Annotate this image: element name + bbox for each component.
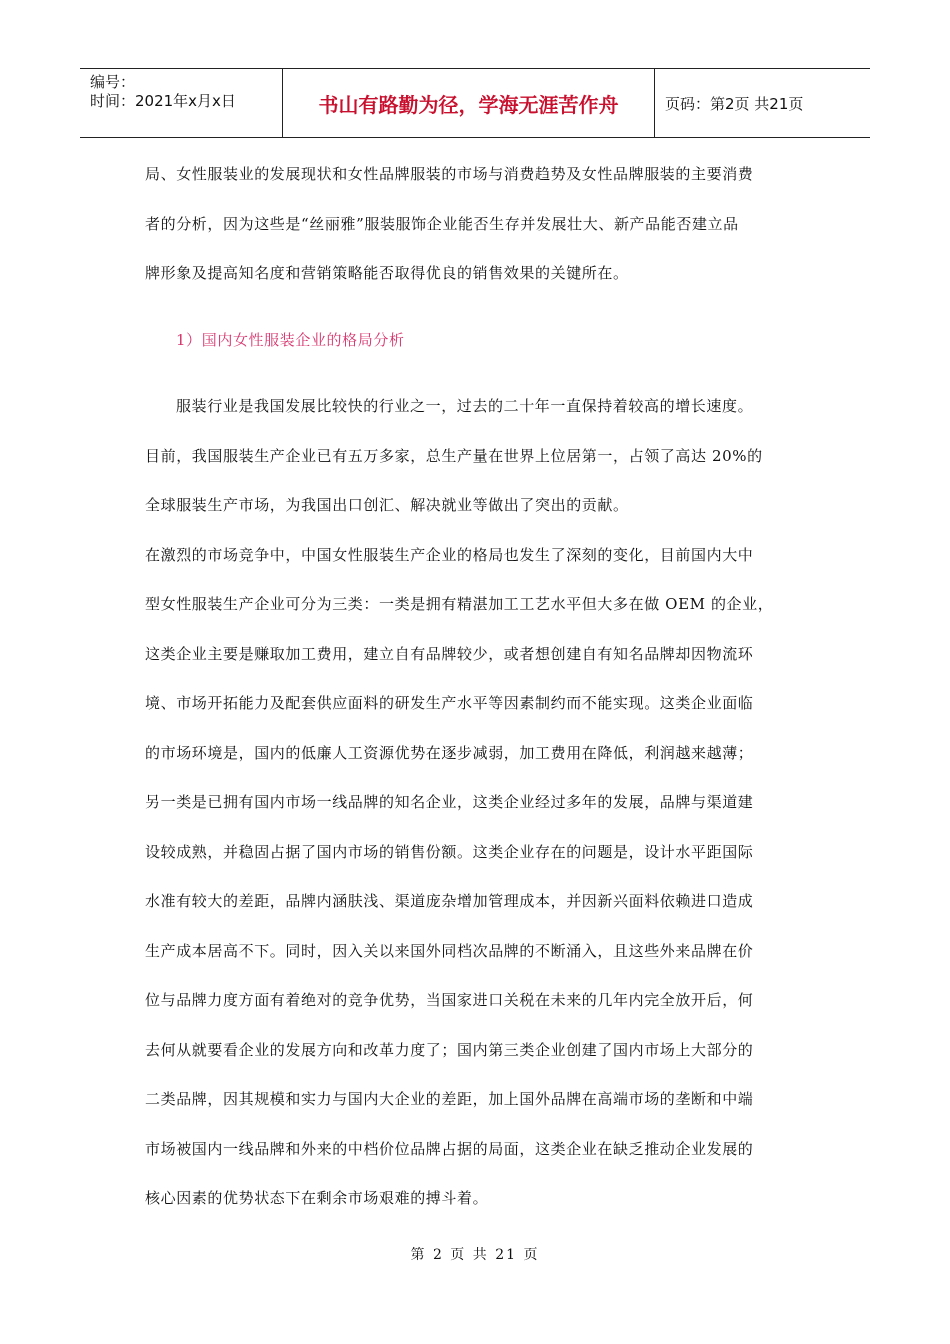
paragraph-2	[145, 382, 810, 531]
document-time-label: 时间：2021年x月x日	[90, 92, 236, 110]
text-line: 全球服装生产市场，为我国出口创汇、解决就业等做出了突出的贡献。	[145, 496, 629, 514]
header-motto: 书山有路勤为径，学海无涯苦作舟	[283, 69, 655, 137]
paragraph-1	[145, 150, 810, 299]
text-line: 的市场环境是，国内的低廉人工资源优势在逐步减弱，加工费用在降低，利润越来越薄；	[145, 743, 754, 762]
document-number-label: 编号：	[90, 73, 136, 91]
text-line: 另一类是已拥有国内市场一线品牌的知名企业，这类企业经过多年的发展，品牌与渠道建	[145, 793, 754, 811]
text-line: 局、女性服装业的发展现状和女性品牌服装的市场与消费趋势及女性品牌服装的主要消费	[145, 165, 754, 183]
text-line: 位与品牌力度方面有着绝对的竞争优势，当国家进口关税在未来的几年内完全放开后，何	[145, 991, 754, 1009]
page-header	[80, 68, 870, 138]
text-line: 这类企业主要是赚取加工费用，建立自有品牌较少，或者想创建自有知名品牌却因物流环	[145, 644, 754, 663]
text-line: 水准有较大的差距，品牌内涵肤浅、渠道庞杂增加管理成本，并因新兴面料依赖进口造成	[145, 892, 754, 910]
text-line: 牌形象及提高知名度和营销策略能否取得优良的销售效果的关键所在。	[145, 264, 629, 282]
text-line: 型女性服装生产企业可分为三类：一类是拥有精湛加工工艺水平但大多在做 OEM 的企业，	[145, 595, 774, 613]
text-line: 去何从就要看企业的发展方向和改革力度了；国内第三类企业创建了国内市场上大部分的	[145, 1040, 754, 1059]
page-footer: 第 2 页 共 21 页	[410, 1247, 540, 1263]
section-heading: 1）国内女性服装企业的格局分析	[176, 330, 405, 349]
text-line: 目前，我国服装生产企业已有五万多家，总生产量在世界上位居第一，占领了高达 20%的	[145, 446, 763, 465]
text-line: 核心因素的优势状态下在剩余市场艰难的搏斗着。	[145, 1189, 489, 1207]
text-line: 在激烈的市场竞争中，中国女性服装生产企业的格局也发生了深刻的变化，目前国内大中	[145, 545, 754, 564]
text-line: 服装行业是我国发展比较快的行业之一，过去的二十年一直保持着较高的增长速度。	[176, 397, 754, 415]
text-line: 设较成熟，并稳固占据了国内市场的销售份额。这类企业存在的问题是，设计水平距国际	[145, 842, 754, 861]
header-meta	[80, 69, 283, 137]
text-line: 二类品牌，因其规模和实力与国内大企业的差距，加上国外品牌在高端市场的垄断和中端	[145, 1090, 754, 1108]
text-line: 者的分析，因为这些是“丝丽雅”服装服饰企业能否生存并发展壮大、新产品能否建立品	[145, 214, 739, 233]
text-line: 生产成本居高不下。同时，因入关以来国外同档次品牌的不断涌入，且这些外来品牌在价	[145, 941, 754, 960]
text-line: 市场被国内一线品牌和外来的中档价位品牌占据的局面，这类企业在缺乏推动企业发展的	[145, 1139, 754, 1158]
header-page-info: 页码：第2页 共21页	[665, 94, 804, 113]
text-line: 境、市场开拓能力及配套供应面料的研发生产水平等因素制约而不能实现。这类企业面临	[145, 694, 754, 712]
document-body	[145, 150, 810, 1224]
paragraph-3	[145, 531, 810, 1224]
